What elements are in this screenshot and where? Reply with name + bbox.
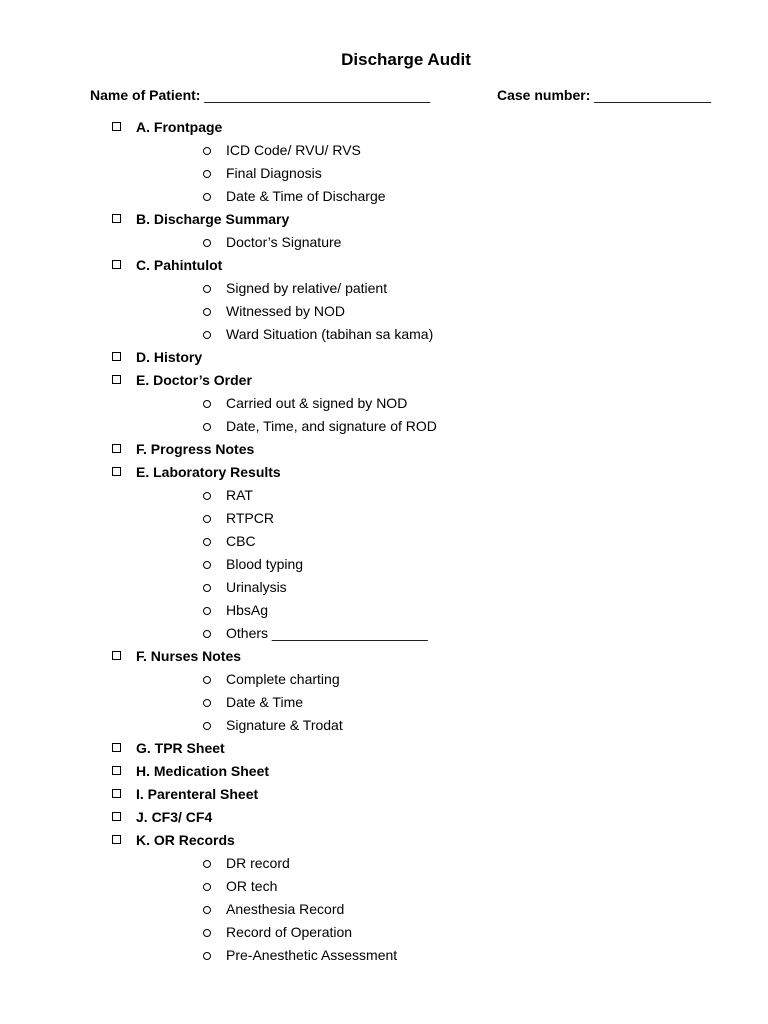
checklist-section <box>0 645 768 668</box>
section-label: E. Laboratory Results <box>136 464 281 480</box>
checkbox[interactable] <box>112 651 121 660</box>
checkbox[interactable] <box>112 260 121 269</box>
checklist-subitem <box>0 300 768 323</box>
subitem-label: Date, Time, and signature of ROD <box>226 418 437 434</box>
section-label: G. TPR Sheet <box>136 740 225 756</box>
subitem-label: Date & Time of Discharge <box>226 188 386 204</box>
checklist-section <box>0 806 768 829</box>
checklist-subitem <box>0 599 768 622</box>
checklist-section <box>0 369 768 392</box>
circle-bullet-icon <box>203 193 211 201</box>
circle-bullet-icon <box>203 630 211 638</box>
checkbox[interactable] <box>112 214 121 223</box>
section-label: I. Parenteral Sheet <box>136 786 259 802</box>
checklist-section <box>0 783 768 806</box>
checkbox[interactable] <box>112 789 121 798</box>
circle-bullet-icon <box>203 699 211 707</box>
circle-bullet-icon <box>203 722 211 730</box>
subitem-label: Signed by relative/ patient <box>226 280 388 296</box>
subitem-label: CBC <box>226 533 256 549</box>
case-number-blank[interactable]: _______________ <box>590 87 712 103</box>
audit-checklist <box>0 116 768 967</box>
checklist-section <box>0 254 768 277</box>
checklist-subitem <box>0 668 768 691</box>
case-number-label: Case number: <box>497 87 591 103</box>
checklist-section <box>0 737 768 760</box>
circle-bullet-icon <box>203 331 211 339</box>
checkbox[interactable] <box>112 766 121 775</box>
checklist-subitem <box>0 277 768 300</box>
section-label: B. Discharge Summary <box>136 211 290 227</box>
checkbox[interactable] <box>112 122 121 131</box>
checklist-subitem <box>0 576 768 599</box>
circle-bullet-icon <box>203 883 211 891</box>
section-label: K. OR Records <box>136 832 235 848</box>
section-label: J. CF3/ CF4 <box>136 809 213 825</box>
subitem-label: Blood typing <box>226 556 304 572</box>
case-number-field <box>497 85 711 105</box>
subitem-label: RAT <box>226 487 253 503</box>
subitem-label: Witnessed by NOD <box>226 303 346 319</box>
checklist-subitem <box>0 139 768 162</box>
subitem-label: Anesthesia Record <box>226 901 345 917</box>
section-label: D. History <box>136 349 203 365</box>
section-label: E. Doctor’s Order <box>136 372 252 388</box>
checklist-subitem <box>0 921 768 944</box>
patient-name-label: Name of Patient: <box>90 87 201 103</box>
subitem-label: Doctor’s Signature <box>226 234 342 250</box>
checklist-section <box>0 438 768 461</box>
checklist-subitem <box>0 392 768 415</box>
checkbox[interactable] <box>112 743 121 752</box>
circle-bullet-icon <box>203 147 211 155</box>
checklist-subitem <box>0 530 768 553</box>
subitem-label: OR tech <box>226 878 278 894</box>
patient-name-field <box>90 85 430 105</box>
circle-bullet-icon <box>203 860 211 868</box>
checklist-section <box>0 346 768 369</box>
page-title: Discharge Audit <box>341 50 471 69</box>
circle-bullet-icon <box>203 515 211 523</box>
checklist-section <box>0 116 768 139</box>
checklist-section <box>0 760 768 783</box>
checklist-subitem <box>0 691 768 714</box>
patient-name-blank[interactable]: _____________________________ <box>200 87 431 103</box>
circle-bullet-icon <box>203 423 211 431</box>
subitem-label: Others ____________________ <box>226 625 428 641</box>
subitem-label: Date & Time <box>226 694 304 710</box>
checklist-section <box>0 829 768 852</box>
subitem-label: Complete charting <box>226 671 340 687</box>
checklist-subitem <box>0 898 768 921</box>
circle-bullet-icon <box>203 584 211 592</box>
circle-bullet-icon <box>203 285 211 293</box>
subitem-label: Ward Situation (tabihan sa kama) <box>226 326 434 342</box>
checkbox[interactable] <box>112 467 121 476</box>
checkbox[interactable] <box>112 375 121 384</box>
subitem-label: HbsAg <box>226 602 269 618</box>
circle-bullet-icon <box>203 400 211 408</box>
checklist-subitem <box>0 852 768 875</box>
subitem-label: Record of Operation <box>226 924 353 940</box>
checklist-subitem <box>0 875 768 898</box>
checklist-subitem <box>0 185 768 208</box>
circle-bullet-icon <box>203 308 211 316</box>
checklist-subitem <box>0 415 768 438</box>
circle-bullet-icon <box>203 239 211 247</box>
subitem-label: Signature & Trodat <box>226 717 343 733</box>
circle-bullet-icon <box>203 929 211 937</box>
subitem-label: Final Diagnosis <box>226 165 322 181</box>
section-label: C. Pahintulot <box>136 257 223 273</box>
subitem-label: ICD Code/ RVU/ RVS <box>226 142 361 158</box>
subitem-label: RTPCR <box>226 510 274 526</box>
subitem-label: Urinalysis <box>226 579 287 595</box>
checkbox[interactable] <box>112 352 121 361</box>
section-label: A. Frontpage <box>136 119 223 135</box>
circle-bullet-icon <box>203 952 211 960</box>
checklist-section <box>0 461 768 484</box>
circle-bullet-icon <box>203 561 211 569</box>
subitem-label: Pre-Anesthetic Assessment <box>226 947 398 963</box>
circle-bullet-icon <box>203 607 211 615</box>
checkbox[interactable] <box>112 444 121 453</box>
checklist-subitem <box>0 162 768 185</box>
checklist-subitem <box>0 231 768 254</box>
section-label: H. Medication Sheet <box>136 763 270 779</box>
checkbox[interactable] <box>112 812 121 821</box>
checklist-subitem <box>0 944 768 967</box>
circle-bullet-icon <box>203 676 211 684</box>
checklist-subitem <box>0 484 768 507</box>
checklist-subitem <box>0 553 768 576</box>
checklist-section <box>0 208 768 231</box>
checklist-subitem <box>0 323 768 346</box>
subitem-label: Carried out & signed by NOD <box>226 395 408 411</box>
checklist-subitem <box>0 622 768 645</box>
checkbox[interactable] <box>112 835 121 844</box>
checklist-subitem <box>0 714 768 737</box>
circle-bullet-icon <box>203 906 211 914</box>
circle-bullet-icon <box>203 492 211 500</box>
subitem-label: DR record <box>226 855 290 871</box>
checklist-subitem <box>0 507 768 530</box>
circle-bullet-icon <box>203 538 211 546</box>
section-label: F. Nurses Notes <box>136 648 242 664</box>
circle-bullet-icon <box>203 170 211 178</box>
section-label: F. Progress Notes <box>136 441 255 457</box>
